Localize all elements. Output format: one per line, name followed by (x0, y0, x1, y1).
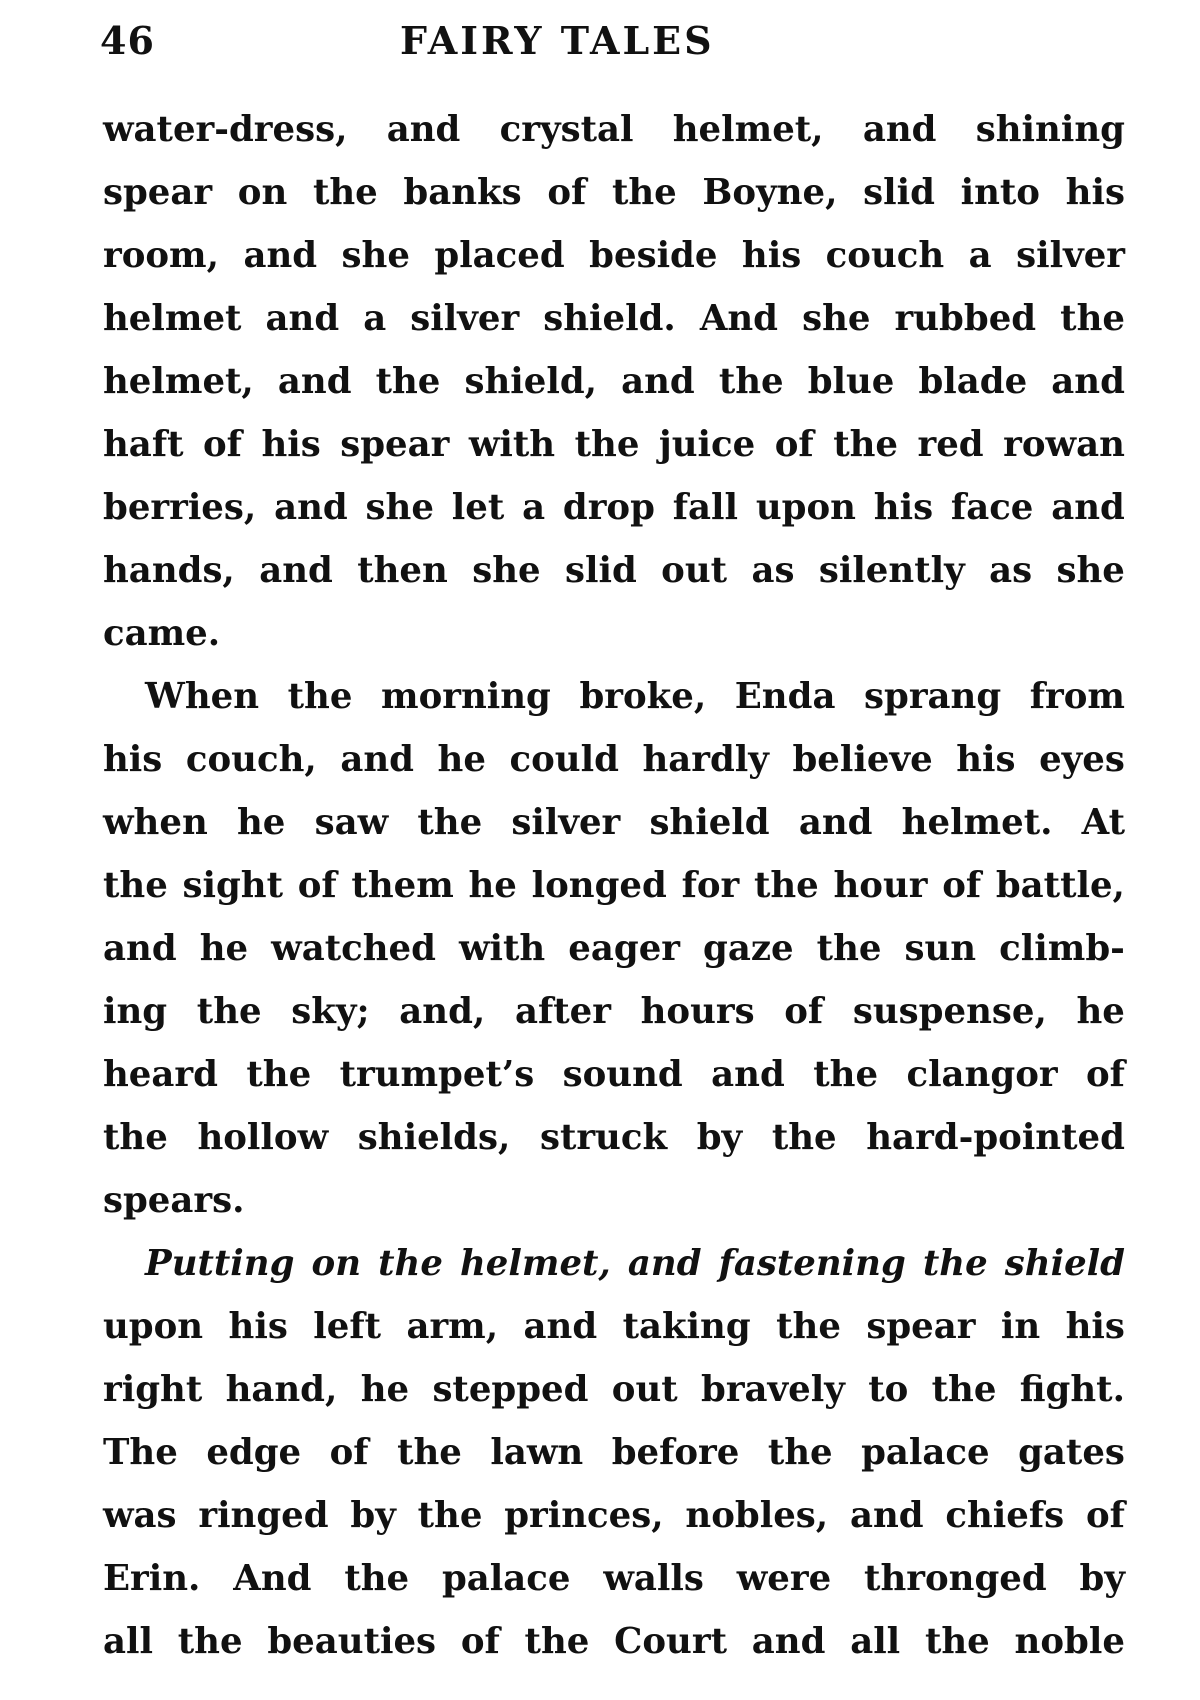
word: beside (589, 235, 718, 276)
word: of (1085, 1495, 1125, 1536)
word: the (767, 1432, 833, 1473)
word: sprang (864, 676, 1002, 717)
word: were (736, 1558, 832, 1599)
word: helmet, (460, 1243, 611, 1284)
word: chiefs (945, 1495, 1065, 1536)
word: his (873, 487, 934, 528)
word: by (1079, 1558, 1125, 1599)
word: saw (314, 802, 389, 843)
word: bravely (701, 1369, 845, 1410)
word: his (1065, 172, 1125, 213)
word: fall (672, 487, 739, 528)
word: silently (818, 550, 965, 591)
word: the (378, 1243, 443, 1284)
word: heard (103, 1054, 218, 1095)
word: gaze (703, 928, 794, 969)
word: the (813, 1054, 879, 1095)
word: he (468, 865, 517, 906)
word: slid (863, 172, 935, 213)
word: all (850, 1621, 901, 1662)
text-line (103, 224, 1125, 287)
word: of (329, 1432, 369, 1473)
text-line (103, 1610, 1125, 1673)
word: upon (103, 1306, 204, 1347)
word: of (547, 172, 587, 213)
word: and (277, 361, 352, 402)
word: he (1076, 991, 1125, 1032)
word: and (523, 1306, 598, 1347)
word: when (103, 802, 208, 843)
word: helmet, (103, 361, 254, 402)
word: by (350, 1495, 396, 1536)
word: a (363, 298, 387, 339)
text-line (103, 413, 1125, 476)
word: palace (441, 1558, 571, 1599)
word: after (514, 991, 611, 1032)
word: the (312, 172, 378, 213)
word: out (611, 1369, 678, 1410)
word: and (243, 235, 318, 276)
running-title: FAIRY TALES (400, 18, 715, 63)
text-line (103, 350, 1125, 413)
word: she (802, 298, 871, 339)
word: he (437, 739, 486, 780)
word: left (313, 1306, 382, 1347)
word: shield (649, 802, 770, 843)
word: silver (511, 802, 621, 843)
word: princes, (504, 1495, 664, 1536)
text-line (103, 854, 1125, 917)
word: battle, (995, 865, 1125, 906)
word: into (960, 172, 1040, 213)
word: the (931, 1369, 997, 1410)
word: edge (206, 1432, 302, 1473)
word: shield, (464, 361, 598, 402)
word: the (177, 1621, 243, 1662)
word: before (611, 1432, 740, 1473)
text-line (103, 287, 1125, 350)
word: the (524, 1621, 590, 1662)
word: Erin. (103, 1558, 201, 1599)
word: the (103, 865, 168, 906)
word: Putting (145, 1243, 295, 1284)
word: red (917, 424, 984, 465)
paragraph-3 (103, 1232, 1125, 1673)
word: out (661, 550, 728, 591)
word: she (365, 487, 434, 528)
word: the (375, 361, 441, 402)
word: placed (434, 235, 565, 276)
word: stepped (432, 1369, 589, 1410)
word: silver (1016, 235, 1125, 276)
text-line (103, 1484, 1125, 1547)
word: to (868, 1369, 909, 1410)
word: the (397, 1432, 462, 1473)
word: spear (340, 424, 450, 465)
word: eager (568, 928, 680, 969)
word: spear (103, 172, 213, 213)
word: hour (833, 865, 928, 906)
word: rowan (1003, 424, 1125, 465)
page-number: 46 (100, 18, 155, 63)
word: a (522, 487, 546, 528)
word: the (611, 172, 677, 213)
word: suspense, (852, 991, 1047, 1032)
word: palace (861, 1432, 990, 1473)
word: slid (565, 550, 637, 591)
text-line (103, 1547, 1125, 1610)
word: could (509, 739, 619, 780)
word: he (360, 1369, 410, 1410)
word: And (699, 298, 779, 339)
word: let (451, 487, 505, 528)
word: sky; (291, 991, 370, 1032)
word: and (386, 109, 461, 150)
word: the (1060, 298, 1125, 339)
text-line (103, 665, 1125, 728)
word: When (145, 676, 260, 717)
word: with (468, 424, 556, 465)
word: on (311, 1243, 362, 1284)
word: and (1051, 487, 1125, 528)
word: his (228, 1306, 288, 1347)
word: noble (1014, 1621, 1125, 1662)
word: thronged (864, 1558, 1047, 1599)
text-line (103, 1421, 1125, 1484)
word: hands, (103, 550, 235, 591)
word: eyes (1039, 739, 1125, 780)
word: watched (271, 928, 436, 969)
word: banks (403, 172, 522, 213)
word: helmet, (672, 109, 824, 150)
word: juice (658, 424, 756, 465)
text-line: spears. (103, 1180, 245, 1221)
word: water-dress, (103, 109, 348, 150)
word: arm, (406, 1306, 499, 1347)
word: ing (103, 991, 168, 1032)
word: Court (614, 1621, 727, 1662)
word: shield. (543, 298, 676, 339)
text-line (103, 539, 1125, 602)
word: she (341, 235, 410, 276)
word: the (103, 1117, 168, 1158)
word: and (798, 802, 873, 843)
word: and (627, 1243, 702, 1284)
word: and (259, 550, 333, 591)
word: shields, (357, 1117, 511, 1158)
word: was (103, 1495, 177, 1536)
text-line (103, 98, 1125, 161)
word: berries, (103, 487, 257, 528)
word: ringed (198, 1495, 329, 1536)
word: of (460, 1621, 500, 1662)
word: clangor (906, 1054, 1058, 1095)
word: his (1065, 1306, 1125, 1347)
word: she (472, 550, 541, 591)
word: the (922, 1243, 988, 1284)
word: and (340, 739, 414, 780)
word: believe (792, 739, 933, 780)
word: hours (640, 991, 755, 1032)
word: of (202, 424, 242, 465)
word: longed (531, 865, 667, 906)
word: and (751, 1621, 826, 1662)
word: and (1051, 361, 1125, 402)
word: helmet (103, 298, 242, 339)
word: he (199, 928, 249, 969)
word: right (103, 1369, 203, 1410)
word: nobles, (685, 1495, 829, 1536)
word: and (711, 1054, 785, 1095)
word: as (751, 550, 795, 591)
word: face (950, 487, 1034, 528)
text-line (103, 1106, 1125, 1169)
word: shield (1004, 1243, 1125, 1284)
word: rubbed (894, 298, 1037, 339)
word: his (956, 739, 1016, 780)
text-line: came. (103, 613, 221, 654)
word: and, (399, 991, 486, 1032)
word: hollow (197, 1117, 329, 1158)
word: fight. (1019, 1369, 1125, 1410)
word: morning (381, 676, 551, 717)
word: broke, (579, 676, 707, 717)
word: the (417, 1495, 483, 1536)
text-line (103, 1043, 1125, 1106)
text-line (103, 1295, 1125, 1358)
word: the (417, 802, 483, 843)
text-line (103, 917, 1125, 980)
word: as (989, 550, 1033, 591)
word: hard-pointed (866, 1117, 1125, 1158)
word: shining (975, 109, 1125, 150)
word: sun (904, 928, 977, 969)
word: of (297, 865, 337, 906)
word: his (261, 424, 321, 465)
word: walls (603, 1558, 704, 1599)
word: the (753, 865, 819, 906)
word: Enda (734, 676, 836, 717)
word: the (718, 361, 784, 402)
word: hardly (642, 739, 769, 780)
word: with (458, 928, 546, 969)
word: the (924, 1621, 990, 1662)
word: The (103, 1432, 178, 1473)
text-line (103, 728, 1125, 791)
word: haft (103, 424, 184, 465)
word: And (233, 1558, 312, 1599)
text-line (103, 476, 1125, 539)
word: blue (807, 361, 895, 402)
word: hand, (225, 1369, 338, 1410)
word: sight (182, 865, 284, 906)
word: she (1056, 550, 1125, 591)
word: room, (103, 235, 219, 276)
word: a (968, 235, 992, 276)
word: lawn (490, 1432, 584, 1473)
word: gates (1018, 1432, 1125, 1473)
word: beauties (267, 1621, 437, 1662)
word: then (357, 550, 448, 591)
word: couch, (185, 739, 317, 780)
word: crystal (499, 109, 634, 150)
word: of (774, 424, 814, 465)
word: and (862, 109, 937, 150)
word: trumpet’s (339, 1054, 535, 1095)
word: sound (562, 1054, 683, 1095)
word: the (287, 676, 353, 717)
text-line (103, 791, 1125, 854)
paragraph-1 (103, 98, 1125, 665)
word: the (246, 1054, 312, 1095)
word: of (1086, 1054, 1125, 1095)
word: blade (918, 361, 1028, 402)
word: struck (539, 1117, 668, 1158)
word: the (833, 424, 898, 465)
word: the (771, 1117, 837, 1158)
word: couch (825, 235, 945, 276)
word: and (274, 487, 348, 528)
paragraph-2 (103, 665, 1125, 1232)
word: helmet. (901, 802, 1053, 843)
word: the (816, 928, 882, 969)
page-header (100, 18, 1124, 78)
text-line (103, 980, 1125, 1043)
word: of (942, 865, 982, 906)
word: them (351, 865, 454, 906)
word: his (741, 235, 802, 276)
word: taking (622, 1306, 751, 1347)
word: drop (562, 487, 655, 528)
word: At (1081, 802, 1125, 843)
word: he (236, 802, 286, 843)
word: from (1029, 676, 1125, 717)
text-line (103, 1232, 1125, 1295)
word: by (696, 1117, 743, 1158)
word: climb- (999, 928, 1125, 969)
word: the (776, 1306, 841, 1347)
word: fastening (718, 1243, 906, 1284)
word: Boyne, (702, 172, 838, 213)
word: all (103, 1621, 153, 1662)
word: his (103, 739, 163, 780)
word: upon (755, 487, 856, 528)
text-line (103, 161, 1125, 224)
word: on (237, 172, 288, 213)
word: and (265, 298, 340, 339)
word: for (681, 865, 740, 906)
word: the (344, 1558, 410, 1599)
body-text (103, 98, 1125, 1673)
word: of (784, 991, 824, 1032)
word: and (103, 928, 177, 969)
word: spear (866, 1306, 976, 1347)
word: and (621, 361, 695, 402)
word: the (574, 424, 640, 465)
word: in (1000, 1306, 1041, 1347)
word: and (849, 1495, 924, 1536)
word: the (196, 991, 262, 1032)
text-line (103, 1358, 1125, 1421)
word: silver (410, 298, 520, 339)
